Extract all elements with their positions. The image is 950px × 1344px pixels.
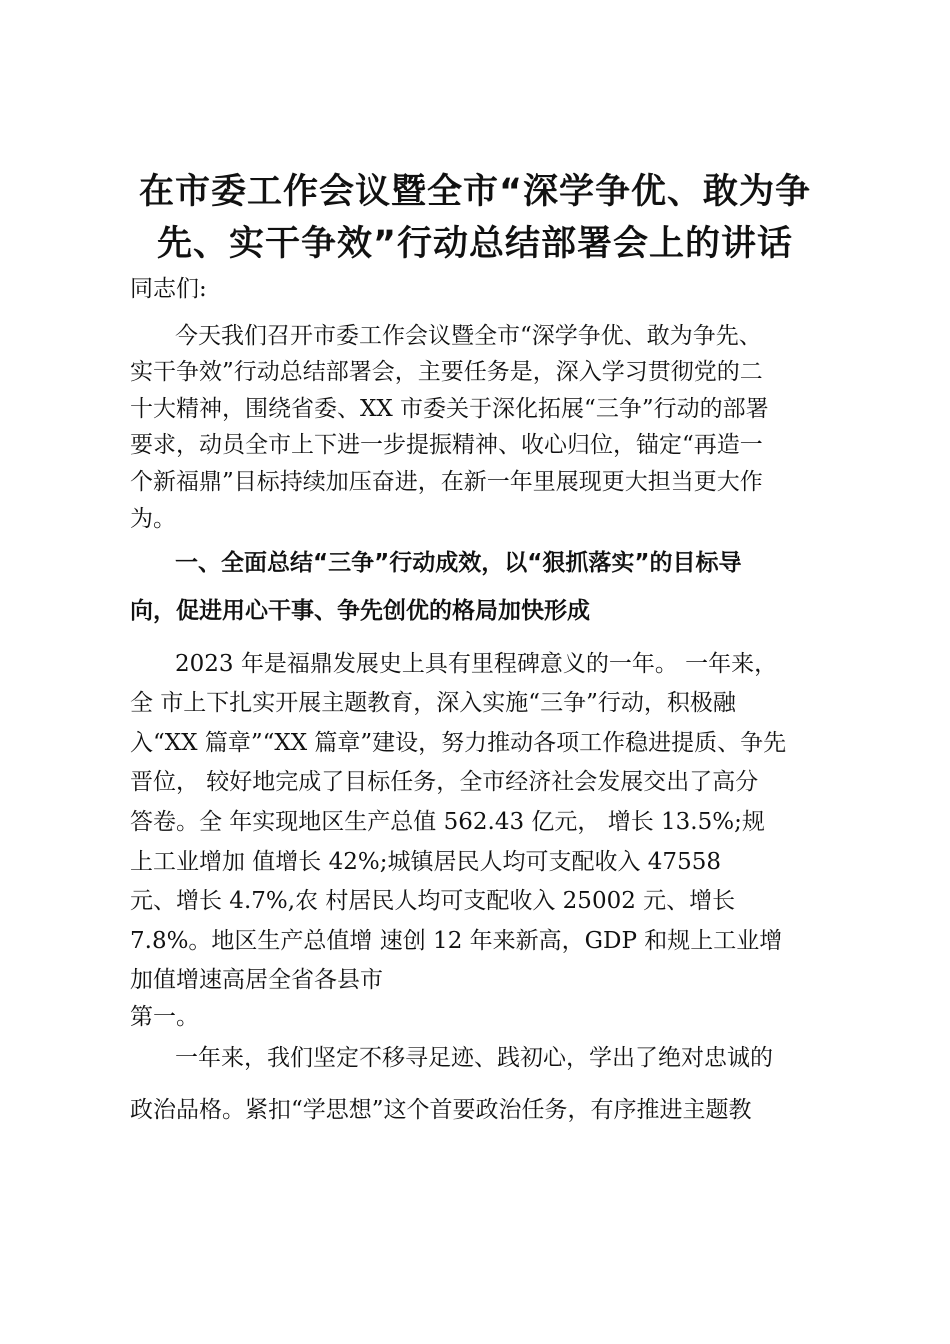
salutation: 同志们: — [130, 276, 207, 302]
paragraph-2-line-3: 入“XX 篇章”“XX 篇章”建设，努力推动各项工作稳进提质、争先 — [130, 730, 787, 756]
paragraph-1-line-2: 实干争效”行动总结部署会，主要任务是，深入学习贯彻党的二 — [130, 359, 763, 385]
paragraph-2-line-5: 答卷。全 年实现地区生产总值 562.43 亿元， 增长 13.5%;规 — [130, 809, 765, 835]
paragraph-1-line-3: 十大精神，围绕省委、XX 市委关于深化拓展“三争”行动的部署 — [130, 396, 769, 422]
section-1-heading-line-1: 一、全面总结“三争”行动成效，以“狠抓落实”的目标导 — [175, 550, 742, 576]
paragraph-1-line-5: 个新福鼎”目标持续加压奋进，在新一年里展现更大担当更大作 — [130, 469, 763, 495]
paragraph-1-line-4: 要求，动员全市上下进一步提振精神、收心归位，锚定“再造一 — [130, 432, 763, 458]
paragraph-2-line-4: 晋位， 较好地完成了目标任务，全市经济社会发展交出了高分 — [130, 769, 759, 795]
paragraph-2-line-6: 上工业增加 值增长 42%;城镇居民人均可支配收入 47558 — [130, 849, 721, 875]
paragraph-2-line-8: 7.8%。地区生产总值增 速创 12 年来新高，GDP 和规上工业增 — [130, 928, 783, 954]
paragraph-1-line-1: 今天我们召开市委工作会议暨全市“深学争优、敢为争先、 — [175, 323, 762, 349]
paragraph-3-line-2: 政治品格。紧扣“学思想”这个首要政治任务，有序推进主题教 — [130, 1097, 752, 1123]
paragraph-2-line-9: 加值增速高居全省各县市 — [130, 967, 383, 993]
section-1-heading-line-2: 向，促进用心干事、争先创优的格局加快形成 — [130, 598, 590, 624]
paragraph-1-line-6: 为。 — [130, 506, 176, 532]
paragraph-2-line-2: 全 市上下扎实开展主题教育，深入实施“三争”行动，积极融 — [130, 690, 736, 716]
paragraph-2-line-7: 元、增长 4.7%,农 村居民人均可支配收入 25002 元、增长 — [130, 888, 736, 914]
paragraph-2-line-10: 第一。 — [130, 1004, 199, 1030]
paragraph-2-line-1: 2023 年是福鼎发展史上具有里程碑意义的一年。 一年来， — [175, 651, 778, 677]
paragraph-3-line-1: 一年来，我们坚定不移寻足迹、践初心，学出了绝对忠诚的 — [175, 1045, 773, 1071]
document-title-line-2: 先、实干争效”行动总结部署会上的讲话 — [156, 224, 793, 264]
document-title-line-1: 在市委工作会议暨全市“深学争优、敢为争 — [138, 172, 811, 212]
